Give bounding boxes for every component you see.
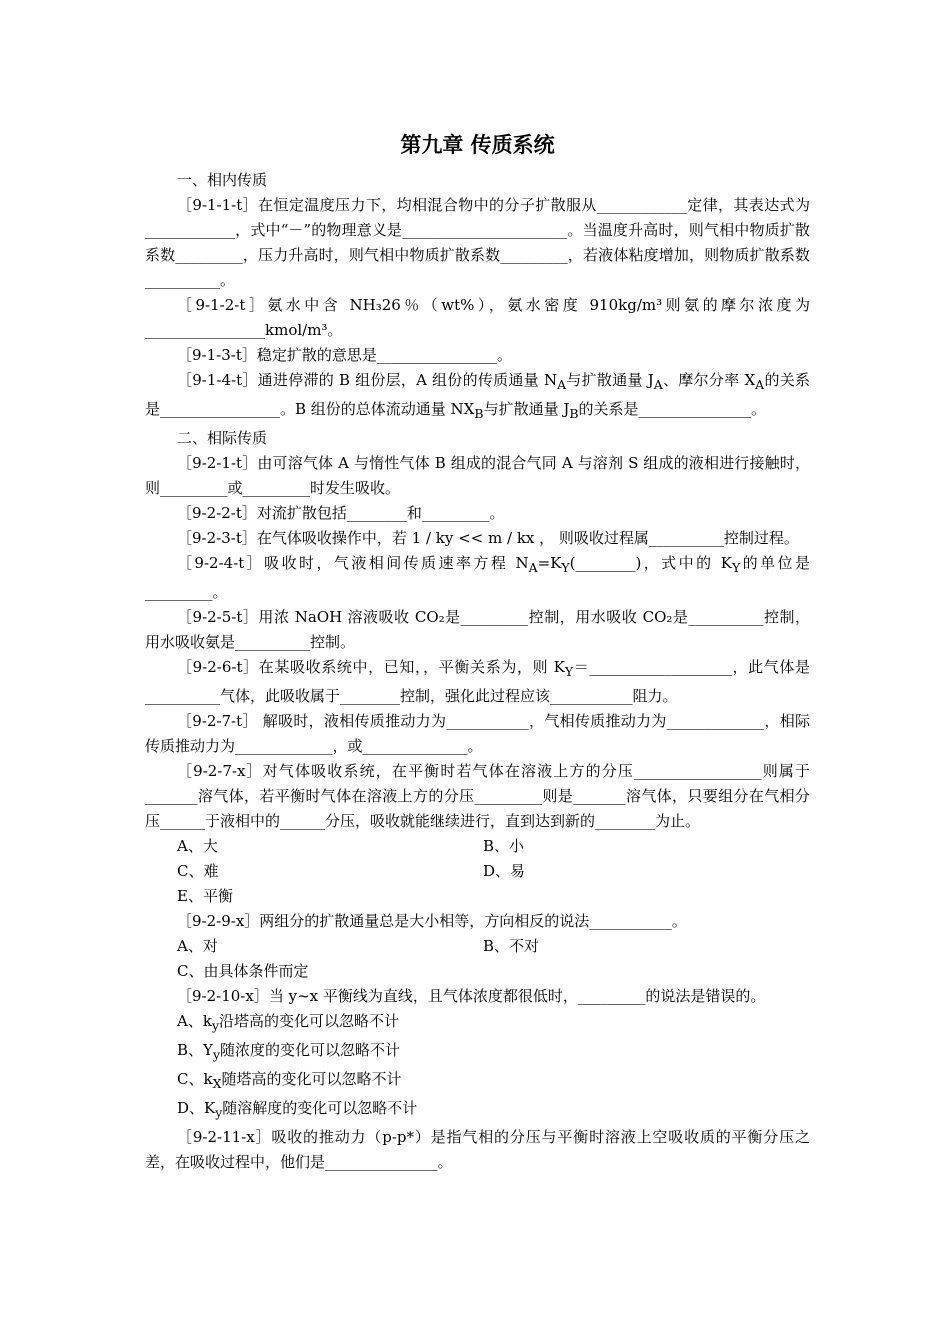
section-heading-2: 二、相际传质 <box>177 429 268 447</box>
option-item: B、$Y_y$随浓度的变化可以忽略不计 <box>177 1041 401 1062</box>
question-9-1-2: ［9-1-2-t］氨水中含 NH₃26％（wt%），氨水密度 910kg/m³则氨的摩尔浓度为________________kmol/m³。 <box>145 296 810 339</box>
question-9-2-10: ［9-2-10-x］当 y~x 平衡线为直线，且气体浓度都很低时，_________的说法是错误的。 <box>177 987 766 1005</box>
options-row <box>145 934 810 959</box>
question-9-2-6: ［9-2-6-t］在某吸收系统中，已知，，平衡关系为，则 $K_Y=\_\_\_\_\_\_\_\_\_\_\_\_\_\_\_\_\_\_\_$，此气体是__________气体，此吸收属于________控制，强化此过程应该___________阻力。 <box>145 658 810 705</box>
question-9-2-11: ［9-2-11-x］吸收的推动力（p-p*）是指气相的分压与平衡时溶液上空吸收质的平衡分压之差，在吸收过程中，他们是_______________。 <box>145 1128 810 1171</box>
option-item: E、平衡 <box>177 887 233 905</box>
options-row <box>145 859 810 884</box>
options-row <box>145 834 810 859</box>
option-item: D、易 <box>483 862 526 880</box>
option-item: D、$K_y$随溶解度的变化可以忽略不计 <box>177 1099 418 1120</box>
question-9-2-9: ［9-2-9-x］两组分的扩散通量总是大小相等，方向相反的说法___________。 <box>177 912 687 930</box>
question-9-1-1: ［9-1-1-t］在恒定温度压力下，均相混合物中的分子扩散服从____________定律，其表达式为____________，式中“－”的物理意义是______________________。当温度升高时，则气相中物质扩散系数_________，压力升高时，则气相中物质扩散系数_________，若液体粘度增加，则物质扩散系数__________。 <box>145 196 810 289</box>
option-item: A、对 <box>177 937 218 955</box>
question-9-1-3: ［9-1-3-t］稳定扩散的意思是________________。 <box>177 346 512 364</box>
question-9-2-4: ［9-2-4-t］吸收时，气液相间传质速率方程 $N_A=K_Y(\_\_\_\_\_\_\_\_)$，式中的 $K_Y$的单位是_________。 <box>145 554 810 601</box>
question-9-2-7-t: ［9-2-7-t］ 解吸时，液相传质推动力为___________，气相传质推动力为_____________，相际传质推动力为_____________，或______________。 <box>145 712 810 755</box>
question-9-2-1: ［9-2-1-t］由可溶气体 A 与惰性气体 B 组成的混合气同 A 与溶剂 S 组成的液相进行接触时，则_________或_________时发生吸收。 <box>145 454 810 497</box>
question-9-1-4: ［9-1-4-t］通进停滞的 B 组份层，A 组份的传质通量 $N_A$与扩散通量 $J_A$、摩尔分率 $X_A$的关系是________________。B 组份的总体流动通量 $NX_B$与扩散通量 $J_B$的关系是_______________。 <box>145 371 810 421</box>
option-item: C、难 <box>177 862 219 880</box>
option-item: B、小 <box>483 837 525 855</box>
question-9-2-7-x: ［9-2-7-x］对气体吸收系统，在平衡时若气体在溶液上方的分压_________________则属于_______溶气体，若平衡时气体在溶液上方的分压_________则是_______溶气体，只要组分在气相分压______于液相中的______分压，吸收就能继续进行，直到达到新的________为止。 <box>145 762 810 830</box>
question-9-2-2: ［9-2-2-t］对流扩散包括________和_________。 <box>177 504 505 522</box>
option-item: A、大 <box>177 837 218 855</box>
question-9-2-3: ［9-2-3-t］在气体吸收操作中，若 1 / ky << m / kx ， 则吸收过程属__________控制过程。 <box>177 529 799 547</box>
option-item: B、不对 <box>483 937 540 955</box>
document-page <box>145 128 810 1175</box>
option-item: A、$k_y$沿塔高的变化可以忽略不计 <box>177 1012 400 1033</box>
option-item: C、$k_X$随塔高的变化可以忽略不计 <box>177 1070 402 1091</box>
chapter-title: 第九章 传质系统 <box>400 132 555 157</box>
question-9-2-5: ［9-2-5-t］用浓 NaOH 溶液吸收 CO₂是_________控制，用水吸收 CO₂是__________控制，用水吸收氨是__________控制。 <box>145 608 810 651</box>
option-item: C、由具体条件而定 <box>177 962 309 980</box>
section-heading-1: 一、相内传质 <box>177 171 268 189</box>
